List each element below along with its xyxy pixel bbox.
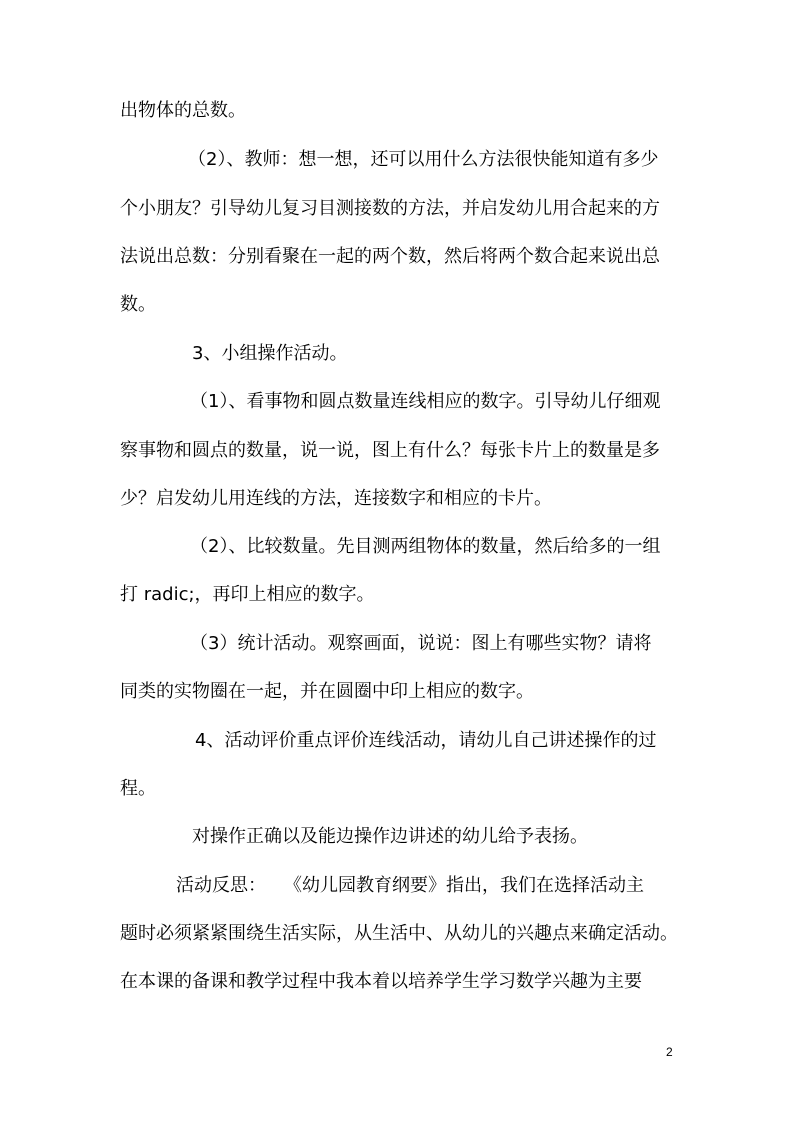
text-line: 题时必须紧紧围绕生活实际，从生活中、从幼儿的兴趣点来确定活动。	[120, 923, 678, 944]
text-line: 数。	[120, 294, 156, 315]
text-line: （2）、教师：想一想，还可以用什么方法很快能知道有多少	[188, 149, 659, 170]
text-line: 少？启发幼儿用连线的方法，连接数字和相应的卡片。	[120, 488, 552, 509]
text-line: 4、活动评价重点评价连线活动，请幼儿自己讲述操作的过	[195, 730, 657, 751]
text-line: 个小朋友？引导幼儿复习目测接数的方法，并启发幼儿用合起来的方	[120, 198, 660, 219]
page-number: 2	[666, 1045, 673, 1059]
text-line: 在本课的备课和教学过程中我本着以培养学生学习数学兴趣为主要	[120, 971, 642, 992]
text-line: 法说出总数：分别看聚在一起的两个数，然后将两个数合起来说出总	[120, 246, 660, 267]
text-line: 察事物和圆点的数量，说一说，图上有什么？每张卡片上的数量是多	[120, 440, 660, 461]
text-line: （3）统计活动。观察画面，说说：图上有哪些实物？请将	[190, 633, 652, 654]
text-line: （2）、比较数量。先目测两组物体的数量，然后给多的一组	[190, 536, 661, 557]
text-line: 同类的实物圈在一起，并在圆圈中印上相应的数字。	[120, 681, 534, 702]
text-line: 程。	[120, 778, 156, 799]
text-line: 打 radic;，再印上相应的数字。	[120, 584, 375, 605]
text-line: 出物体的总数。	[120, 100, 246, 121]
text-line: （1）、看事物和圆点数量连线相应的数字。引导幼儿仔细观	[190, 391, 661, 412]
text-line: 对操作正确以及能边操作边讲述的幼儿给予表扬。	[192, 826, 588, 847]
text-line: 活动反思： 《幼儿园教育纲要》指出，我们在选择活动主	[176, 875, 644, 896]
text-line: 3、小组操作活动。	[192, 343, 348, 364]
